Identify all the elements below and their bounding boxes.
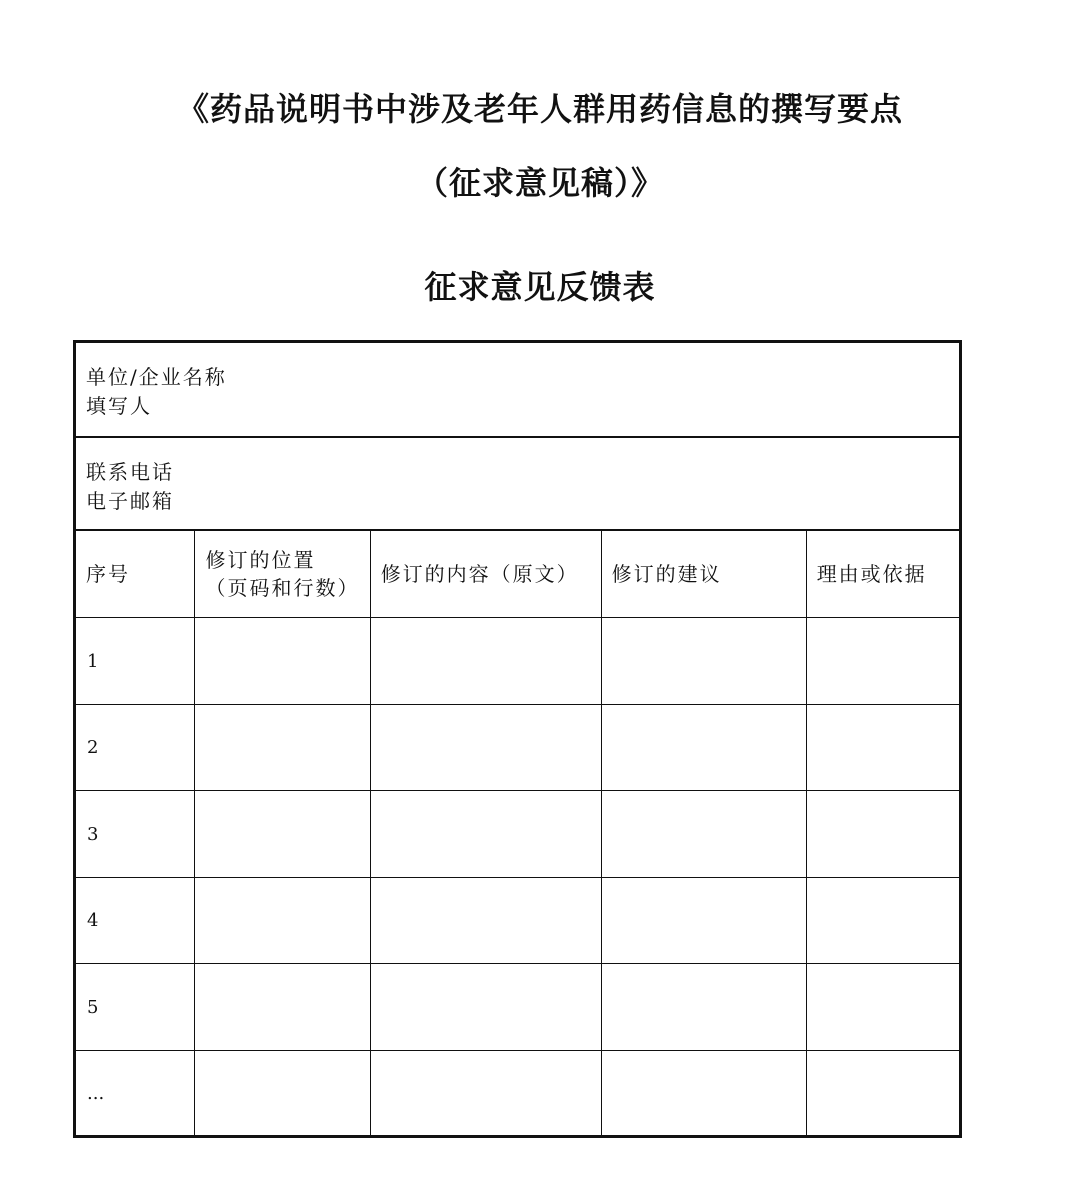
email-label: 电子邮箱 [86,489,174,513]
header-revision-suggestion: 修订的建议 [602,531,807,618]
row-number: 2 [76,705,195,791]
table-row [76,705,959,791]
content-cell[interactable] [371,791,602,878]
header-serial-number: 序号 [76,531,195,618]
row-number: 5 [76,964,195,1051]
table-row [76,964,959,1051]
header-reason-basis: 理由或依据 [807,531,959,618]
row-number: 1 [76,618,195,705]
reason-cell[interactable] [807,705,959,791]
contact-info-row [76,438,959,531]
suggestion-cell[interactable] [602,878,807,964]
content-cell[interactable] [371,618,602,705]
feedback-form-table [73,340,962,1138]
header-revision-location: 修订的位置 （页码和行数） [195,531,370,618]
row-number: ... [76,1051,195,1135]
header-revision-content: 修订的内容（原文） [371,531,602,618]
content-cell[interactable] [371,1051,602,1135]
location-cell[interactable] [195,1051,370,1135]
table-row [76,618,959,705]
form-title: 征求意见反馈表 [424,268,656,306]
location-cell[interactable] [195,964,370,1051]
document-title-line-1: 《药品说明书中涉及老年人群用药信息的撰写要点 [176,90,903,128]
row-number: 3 [76,791,195,878]
organization-name-label: 单位/企业名称 [86,365,227,389]
suggestion-cell[interactable] [602,705,807,791]
content-cell[interactable] [371,705,602,791]
table-row [76,878,959,964]
location-cell[interactable] [195,791,370,878]
location-cell[interactable] [195,705,370,791]
reason-cell[interactable] [807,791,959,878]
reason-cell[interactable] [807,1051,959,1135]
suggestion-cell[interactable] [602,791,807,878]
table-row [76,1051,959,1135]
organization-info-row [76,343,959,438]
location-cell[interactable] [195,618,370,705]
table-row [76,791,959,878]
phone-label: 联系电话 [86,460,174,484]
row-number: 4 [76,878,195,964]
content-cell[interactable] [371,964,602,1051]
filler-name-label: 填写人 [86,394,152,418]
reason-cell[interactable] [807,964,959,1051]
document-title-line-2: （征求意见稿）》 [415,164,664,202]
suggestion-cell[interactable] [602,964,807,1051]
table-header-row [76,531,959,618]
content-cell[interactable] [371,878,602,964]
reason-cell[interactable] [807,878,959,964]
suggestion-cell[interactable] [602,1051,807,1135]
reason-cell[interactable] [807,618,959,705]
suggestion-cell[interactable] [602,618,807,705]
location-cell[interactable] [195,878,370,964]
